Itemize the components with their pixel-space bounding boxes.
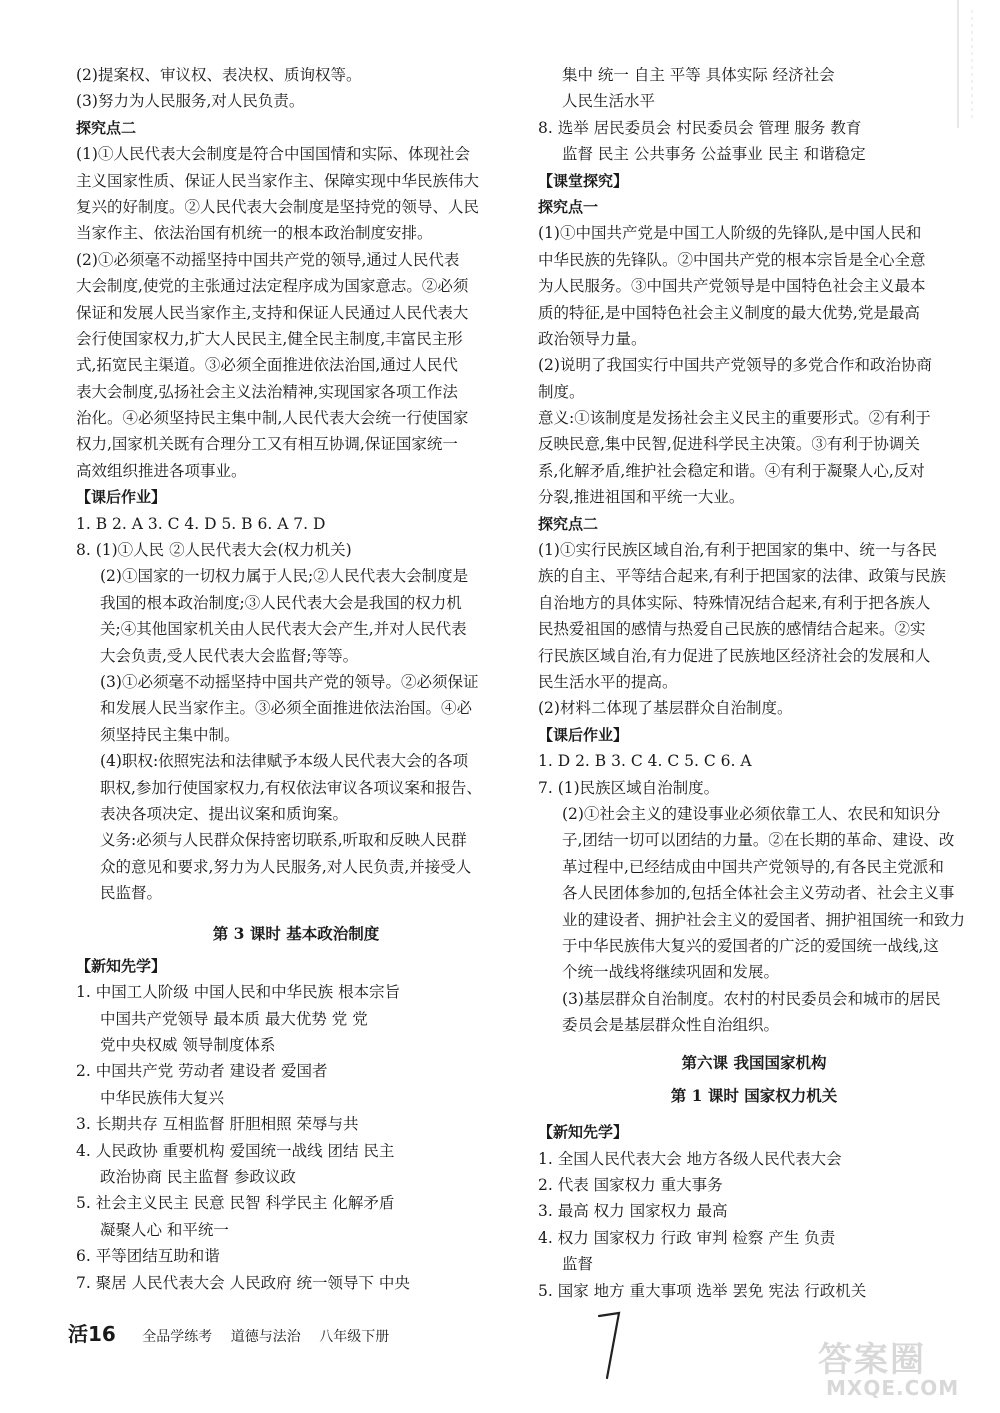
text-line: 3. 最高 权力 国家权力 最高 (538, 1202, 728, 1221)
right-column (538, 62, 970, 1304)
text-line: 意义:①该制度是发扬社会主义民主的重要形式。②有利于 (538, 409, 931, 428)
series-name: 全品学练考 (142, 1329, 213, 1345)
text-line: 须坚持民主集中制。 (100, 725, 240, 744)
text-line: 中国共产党领导 最本质 最大优势 党 党 (100, 1009, 368, 1028)
text-line: (2)①社会主义的建设事业必须依靠工人、农民和知识分 (562, 804, 941, 823)
text-line: 1. 全国人民代表大会 地方各级人民代表大会 (538, 1149, 842, 1168)
text-line: 中华民族伟大复兴 (100, 1088, 225, 1107)
text-line: 7. 聚居 人民代表大会 人民政府 统一领导下 中央 (76, 1273, 410, 1292)
text-line: 为人民服务。③中国共产党领导是中国特色社会主义最本 (538, 277, 926, 296)
section-heading: 探究点一 (538, 197, 599, 216)
text-line: 当家作主、依法治国有机统一的根本政治制度安排。 (76, 224, 433, 243)
text-line: 质的特征,是中国特色社会主义制度的最大优势,党是最高 (538, 303, 920, 322)
text-line: (3)基层群众自治制度。农村的村民委员会和城市的居民 (562, 989, 941, 1008)
text-line: 政治领导力量。 (538, 329, 647, 348)
text-line: (1)①人民代表大会制度是符合中国国情和实际、体现社会 (76, 145, 470, 164)
grade-name: 八年级下册 (319, 1329, 390, 1345)
text-line: 和发展人民当家作主。③必须全面推进依法治国。④必 (100, 699, 473, 718)
text-line: 族的自主、平等结合起来,有利于把国家的法律、政策与民族 (538, 567, 946, 586)
text-line: 4. 人民政协 重要机构 爱国统一战线 团结 民主 (76, 1141, 395, 1160)
text-line: 8. 选举 居民委员会 村民委员会 管理 服务 教育 (538, 118, 862, 137)
text-line: 于中华民族伟大复兴的爱国者的广泛的爱国统一战线,这 (562, 936, 939, 955)
text-line: 复兴的好制度。②人民代表大会制度是坚持党的领导、人民 (76, 197, 480, 216)
text-line: 革过程中,已经结成由中国共产党领导的,有各民主党派和 (562, 857, 944, 876)
text-line: 中华民族的先锋队。②中国共产党的根本宗旨是全心全意 (538, 250, 926, 269)
text-line: 子,团结一切可以团结的力量。②在长期的革命、建设、改 (562, 831, 955, 850)
watermark-url: MXQE.COM (826, 1376, 960, 1400)
text-line: 5. 国家 地方 重大事项 选举 罢免 宪法 行政机关 (538, 1281, 867, 1300)
handwritten-mark (597, 1310, 623, 1382)
text-line: 民生活水平的提高。 (538, 672, 678, 691)
text-line: 凝聚人心 和平统一 (100, 1220, 229, 1239)
text-line: 自治地方的具体实际、特殊情况结合起来,有利于把各族人 (538, 593, 931, 612)
text-line: 8. (1)①人民 ②人民代表大会(权力机关) (76, 541, 352, 560)
section-heading: 【新知先学】 (76, 956, 167, 975)
text-line: 3. 长期共存 互相监督 肝胆相照 荣辱与共 (76, 1115, 359, 1134)
text-line: 表大会制度,弘扬社会主义法治精神,实现国家各项工作法 (76, 382, 458, 401)
text-line: 集中 统一 自主 平等 具体实际 经济社会 (562, 66, 835, 84)
text-line: 保证和发展人民当家作主,支持和保证人民通过人民代表大 (76, 303, 469, 322)
text-line: 表决各项决定、提出议案和质询案。 (100, 804, 349, 823)
text-line: 主义国家性质、保证人民当家作主、保障实现中华民族伟大 (76, 171, 480, 190)
text-line: (3)努力为人民服务,对人民负责。 (76, 92, 305, 111)
text-line: 个统一战线将继续巩固和发展。 (562, 963, 780, 982)
text-line: 权力,国家机关既有合理分工又有相互协调,保证国家统一 (76, 435, 458, 454)
section-heading: 【课堂探究】 (538, 171, 629, 190)
watermark-logo-text: 答案圈 (818, 1340, 926, 1380)
text-line: 制度。 (538, 382, 585, 401)
text-line: 关;④其他国家机关由人民代表大会产生,并对人民代表 (100, 620, 467, 639)
text-line: (2)①国家的一切权力属于人民;②人民代表大会制度是 (100, 567, 469, 586)
text-line: 反映民意,集中民智,促进科学民主决策。③有利于协调关 (538, 435, 920, 454)
left-column (76, 62, 516, 1296)
text-line: 系,化解矛盾,维护社会稳定和谐。④有利于凝聚人心,反对 (538, 461, 925, 480)
text-line: 治化。④必须坚持民主集中制,人民代表大会统一行使国家 (76, 409, 469, 428)
subject-name: 道德与法治 (230, 1329, 301, 1345)
text-line: 2. 代表 国家权力 重大事务 (538, 1176, 723, 1195)
section-heading: 【课后作业】 (76, 488, 167, 507)
text-line: 政治协商 民主监督 参政议政 (100, 1168, 296, 1187)
text-line: (2)材料二体现了基层群众自治制度。 (538, 699, 793, 718)
text-line: (4)职权:依照宪法和法律赋予本级人民代表大会的各项 (100, 752, 469, 771)
text-line: 1. D 2. B 3. C 4. C 5. C 6. A (538, 752, 752, 771)
text-line: 分裂,推进祖国和平统一大业。 (538, 488, 745, 507)
text-line: 人民生活水平 (562, 92, 656, 111)
text-line: 监督 民主 公共事务 公益事业 民主 和谐稳定 (562, 145, 866, 164)
text-line: 大会负责,受人民代表大会监督;等等。 (100, 646, 359, 665)
text-line: (2)提案权、审议权、表决权、质询权等。 (76, 66, 362, 84)
text-line: 大会制度,使党的主张通过法定程序成为国家意志。②必须 (76, 277, 469, 296)
text-line: 1. 中国工人阶级 中国人民和中华民族 根本宗旨 (76, 983, 401, 1002)
section-heading: 第 1 课时 国家权力机关 (670, 1085, 838, 1105)
text-line: 式,拓宽民主渠道。③必须全面推进依法治国,通过人民代 (76, 356, 458, 375)
binding-strip (952, 0, 992, 130)
text-line: 5. 社会主义民主 民意 民智 科学民主 化解矛盾 (76, 1194, 395, 1213)
section-heading: 【课后作业】 (538, 725, 629, 744)
text-line: 监督 (562, 1255, 594, 1274)
text-line: 1. B 2. A 3. C 4. D 5. B 6. A 7. D (76, 514, 326, 533)
text-line: (3)①必须毫不动摇坚持中国共产党的领导。②必须保证 (100, 672, 479, 691)
text-line: 党中央权威 领导制度体系 (100, 1036, 276, 1055)
text-line: 2. 中国共产党 劳动者 建设者 爱国者 (76, 1062, 328, 1081)
text-line: 各人民团体参加的,包括全体社会主义劳动者、社会主义事 (562, 884, 955, 903)
section-heading: 探究点二 (538, 514, 599, 533)
text-line: 7. (1)民族区域自治制度。 (538, 778, 720, 797)
text-line: 义务:必须与人民群众保持密切联系,听取和反映人民群 (100, 831, 467, 850)
page-number: 活16 (68, 1322, 116, 1346)
text-line: 职权,参加行使国家权力,有权依法审议各项议案和报告、 (100, 778, 482, 797)
text-line: 高效组织推进各项事业。 (76, 461, 247, 480)
section-heading: 【新知先学】 (538, 1123, 629, 1142)
text-line: 4. 权力 国家权力 行政 审判 检察 产生 负责 (538, 1228, 836, 1247)
text-line: 委员会是基层群众性自治组织。 (562, 1016, 780, 1035)
page-footer (68, 1318, 403, 1347)
watermark (808, 1332, 988, 1404)
text-line: (1)①中国共产党是中国工人阶级的先锋队,是中国人民和 (538, 224, 922, 243)
text-line: (2)①必须毫不动摇坚持中国共产党的领导,通过人民代表 (76, 250, 460, 269)
text-line: 业的建设者、拥护社会主义的爱国者、拥护祖国统一和致力 (562, 910, 966, 929)
text-line: 会行使国家权力,扩大人民民主,健全民主制度,丰富民主形 (76, 329, 463, 348)
text-line: 民热爱祖国的感情与热爱自己民族的感情结合起来。②实 (538, 620, 926, 639)
text-line: (1)①实行民族区域自治,有利于把国家的集中、统一与各民 (538, 541, 937, 560)
text-line: 民监督。 (100, 884, 163, 903)
text-line: 众的意见和要求,努力为人民服务,对人民负责,并接受人 (100, 857, 472, 876)
text-line: 我国的根本政治制度;③人民代表大会是我国的权力机 (100, 593, 462, 612)
text-line: 行民族区域自治,有力促进了民族地区经济社会的发展和人 (538, 646, 931, 665)
section-heading: 第 3 课时 基本政治制度 (212, 923, 380, 943)
text-line: 6. 平等团结互助和谐 (76, 1247, 220, 1266)
section-heading: 第六课 我国国家机构 (681, 1053, 827, 1073)
section-heading: 探究点二 (76, 118, 137, 137)
text-line: (2)说明了我国实行中国共产党领导的多党合作和政治协商 (538, 356, 932, 375)
